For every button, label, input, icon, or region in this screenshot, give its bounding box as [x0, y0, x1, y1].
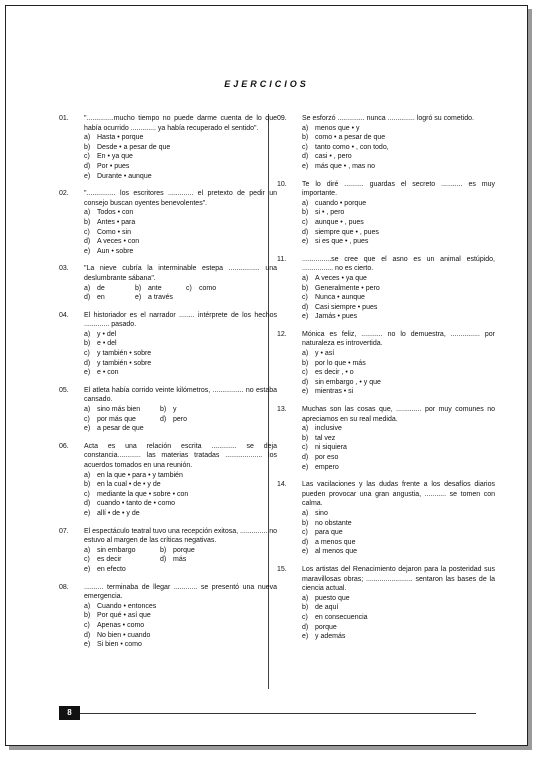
left-column	[59, 114, 277, 650]
option: e) mientras • si	[302, 388, 354, 396]
question-stem: Se esforzó .............. nunca .............. logró su cometido.	[302, 115, 474, 122]
option: d) cuando • tanto de • como	[84, 500, 176, 508]
option: a) y • del	[84, 330, 117, 338]
option: a) y • así	[302, 350, 335, 358]
option: a) inclusive	[302, 425, 342, 433]
option: d) sin embargo , • y que	[302, 378, 381, 386]
option: b) por lo que • más	[302, 359, 366, 367]
option: a) Hasta • porque	[84, 134, 144, 142]
question-number: 11.	[277, 255, 287, 263]
option: a) sino más bien	[84, 406, 141, 414]
question-stem: Los artistas del Renacimiento dejaron para la posteridad sus maravillosas obras; ........................ sentaron las bases de la ciencia actual.	[302, 565, 495, 593]
option: d) Por • pues	[84, 162, 130, 170]
option: c) aunque • , pues	[302, 218, 364, 226]
page-title: EJERCICIOS	[224, 79, 309, 89]
question	[59, 114, 277, 181]
question-stem: ...............se cree que el asno es un animal estúpido, ................ no es cierto.	[302, 255, 495, 273]
question	[59, 189, 277, 256]
option: d) No bien • cuando	[84, 631, 151, 639]
question	[277, 480, 495, 557]
question-number: 12.	[277, 330, 287, 338]
option: b) Desde • a pesar de que	[84, 143, 171, 151]
question	[59, 264, 277, 302]
option: b) porque	[160, 546, 195, 554]
option: e) Durante • aunque	[84, 172, 152, 180]
option: b) Antes • para	[84, 218, 136, 226]
question-stem: Acta es una relación escrita ............. se deja constancia............ las materias tratadas ................... los acuerdos tomados en una reunión.	[84, 442, 277, 469]
option: a) Todos • con	[84, 209, 134, 217]
question	[59, 527, 277, 575]
option: e) allí • de • y de	[84, 509, 140, 517]
option: c) mediante la que • sobre • con	[84, 490, 189, 498]
option: c) ni siquiera	[302, 444, 347, 452]
option: c) en consecuencia	[302, 613, 368, 621]
question	[59, 583, 277, 650]
right-column	[277, 114, 495, 642]
option: e) si es que • , pues	[302, 238, 369, 246]
option: c) para que	[302, 529, 343, 537]
option: a) sino	[302, 509, 328, 517]
option: a) puesto que	[302, 594, 350, 602]
question-stem: Mónica es feliz, ........... no lo demuestra, ............... por naturaleza es introvertida.	[302, 330, 495, 348]
option: d) Casi siempre • pues	[302, 303, 378, 311]
question-stem: "..............mucho tiempo no puede darme cuenta de lo que había ocurrido ............. ya había recuperado el sentido".	[84, 115, 277, 132]
question	[59, 311, 277, 378]
question-number: 14.	[277, 481, 287, 489]
option: c) Como • sin	[84, 228, 131, 236]
option: d) más	[160, 556, 187, 564]
question-stem: El atleta había corrido veinte kilómetros, ................ no estaba cansado.	[84, 386, 277, 404]
option: a) menos que • y	[302, 124, 360, 132]
option: b) Por qué • así que	[84, 612, 151, 620]
question	[277, 255, 495, 322]
option: e) a pesar de que	[84, 425, 144, 433]
option: b) ante	[135, 284, 162, 292]
question	[277, 565, 495, 642]
option: e) al menos que	[302, 548, 358, 556]
option: c) es decir	[84, 556, 122, 564]
question	[277, 405, 495, 472]
question-stem: El historiador es el narrador ........ intérprete de los hechos ............. pasado.	[84, 311, 277, 329]
question-number: 10.	[277, 180, 287, 188]
option: b) tal vez	[302, 434, 336, 442]
option: b) e • del	[84, 340, 117, 348]
option: b) y	[160, 406, 177, 414]
question-stem: Muchas son las cosas que, ............. por muy comunes no apreciamos en su real medida.	[302, 406, 495, 423]
option: d) por eso	[302, 454, 339, 461]
question-number: 15.	[277, 565, 287, 573]
question-number: 05.	[59, 386, 69, 394]
option: b) de aquí	[302, 604, 339, 612]
option: a) Cuando • entonces	[84, 602, 157, 610]
question-stem: "La nieve cubría la interminable estepa ................ una deslumbrante sábana".	[84, 265, 277, 282]
option: d) A veces • con	[84, 238, 140, 246]
question-stem: Las vacilaciones y las dudas frente a los desafíos diarios pueden provocar una gran angustia, ........... se tomen con calma.	[302, 481, 495, 508]
option: e) e • con	[84, 369, 119, 377]
option: a) de	[84, 284, 105, 292]
option: a) A veces • ya que	[302, 274, 367, 282]
question-stem: .......... terminaba de llegar ............ se presentó una nueva emergencia.	[84, 583, 277, 601]
option: c) y también • sobre	[84, 350, 152, 358]
worksheet-page	[5, 5, 528, 746]
question-number: 01.	[59, 115, 69, 122]
question	[59, 386, 277, 434]
option: b) Generalmente • pero	[302, 284, 380, 292]
question-number: 03.	[59, 265, 69, 273]
option: d) en	[84, 294, 105, 302]
option: a) en la que • para • y también	[84, 471, 183, 479]
question-stem: El espectáculo teatral tuvo una recepción exitosa, .............. no estuvo al margen de las críticas negativas.	[84, 527, 277, 545]
question	[59, 442, 277, 519]
option: a) sin embargo	[84, 546, 136, 554]
option: e) en efecto	[84, 565, 126, 573]
question-number: 09.	[277, 115, 287, 122]
option: d) y también • sobre	[84, 359, 152, 367]
question	[277, 330, 495, 397]
option: e) Aun • sobre	[84, 247, 134, 255]
footer-rule	[80, 713, 476, 714]
question-number: 04.	[59, 311, 69, 319]
option: d) a menos que	[302, 538, 356, 546]
option: e) y además	[302, 633, 346, 641]
option: b) como • a pesar de que	[302, 134, 386, 142]
option: d) porque	[302, 623, 337, 631]
option: c) es decir , • o	[302, 369, 354, 377]
question-number: 02.	[59, 190, 69, 198]
option: c) por más que	[84, 415, 136, 423]
option: e) Si bien • como	[84, 641, 142, 649]
question-number: 07.	[59, 527, 69, 535]
option: b) en la cual • de • y de	[84, 481, 161, 489]
option: e) más que • , mas no	[302, 162, 376, 170]
question-stem: "............... los escritores ............. el pretexto de pedir un consejo buscan oyentes benevolentes".	[84, 190, 277, 207]
option: c) Apenas • como	[84, 621, 145, 629]
question-number: 08.	[59, 583, 69, 591]
option: e) a través	[135, 294, 173, 302]
option: c) Nunca • aunque	[302, 294, 365, 302]
option: b) si • , pero	[302, 209, 345, 217]
question	[277, 114, 495, 172]
question-stem: Te lo diré .......... guardas el secreto ........... es muy importante.	[302, 180, 495, 198]
page-number: 8	[59, 706, 80, 720]
question-number: 06.	[59, 442, 69, 450]
option: a) cuando • porque	[302, 199, 367, 207]
option: e) empero	[302, 463, 339, 471]
option: c) tanto como • , con todo,	[302, 143, 389, 151]
option: c) como	[186, 284, 217, 292]
question-number: 13.	[277, 406, 287, 414]
option: d) pero	[160, 415, 188, 423]
option: b) no obstante	[302, 519, 352, 527]
option: c) En • ya que	[84, 153, 133, 161]
option: d) siempre que • , pues	[302, 228, 379, 236]
option: e) Jamás • pues	[302, 313, 358, 321]
question	[277, 180, 495, 247]
option: d) casi • , pero	[302, 153, 352, 161]
